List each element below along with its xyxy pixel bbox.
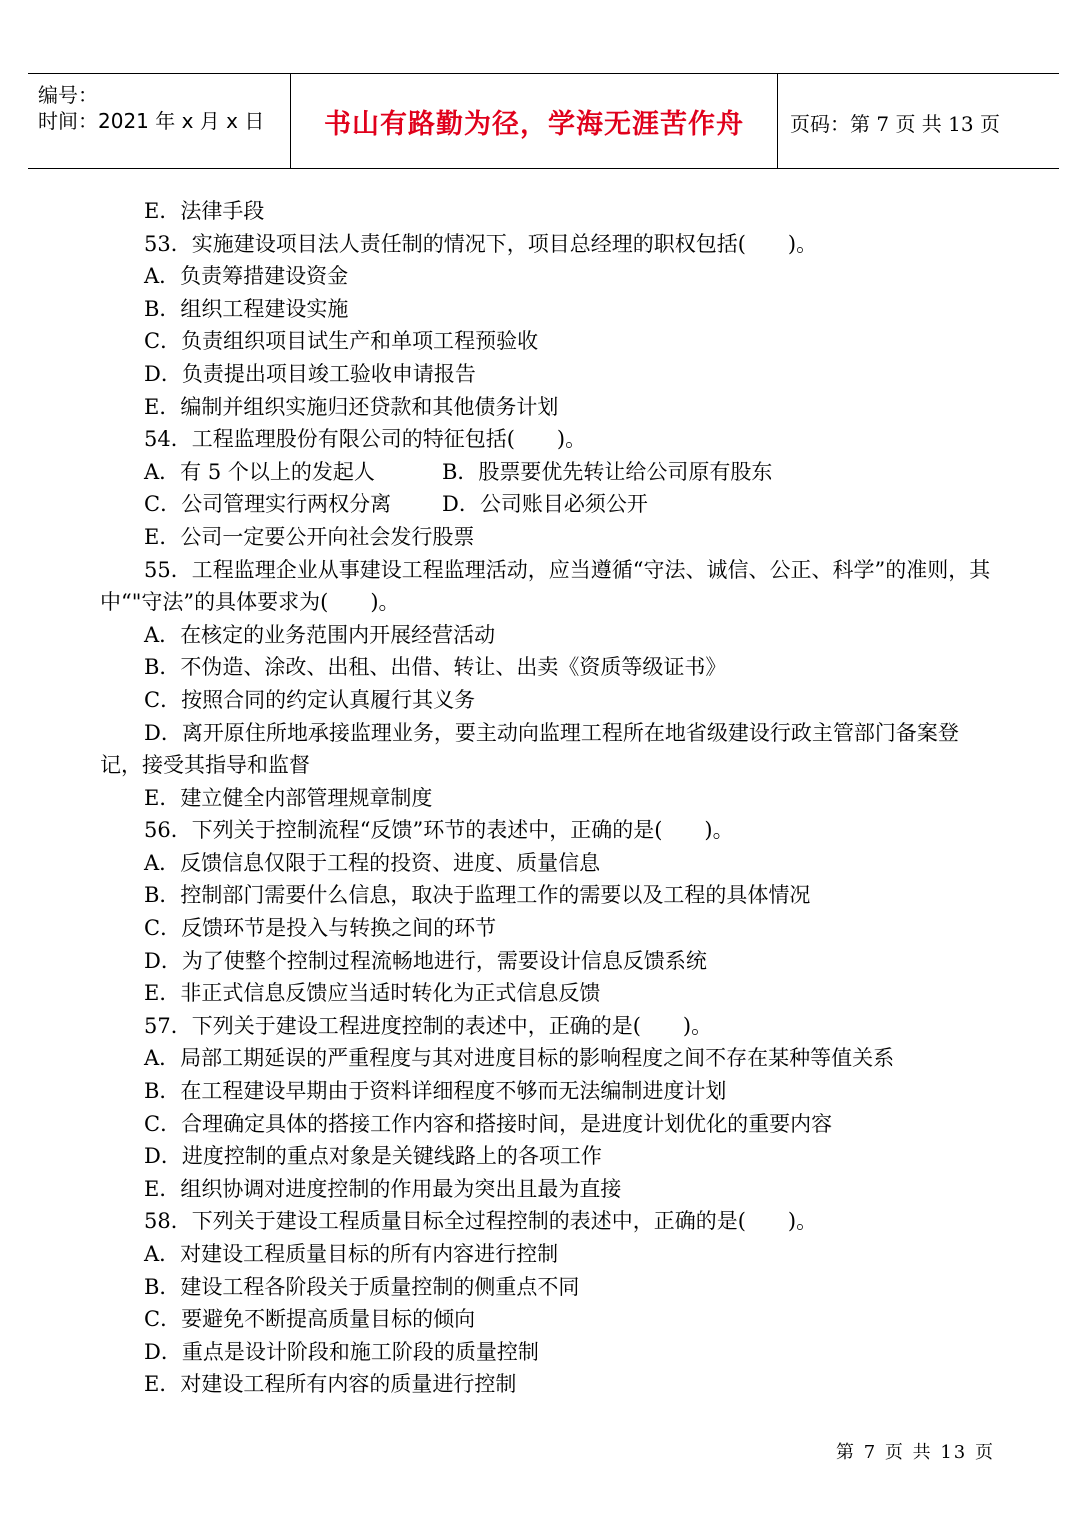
page-footer: 第 7 页 共 13 页 (836, 1442, 995, 1463)
option-row (100, 488, 995, 521)
question-56: 56．下列关于控制流程“反馈”环节的表述中，正确的是( )。 (144, 818, 734, 843)
option-line: E．建立健全内部管理规章制度 (144, 785, 433, 810)
question-55: 55．工程监理企业从事建设工程监理活动，应当遵循“守法、诚信、公正、科学”的准则，其中“"守法”的具体要求为( )。 (100, 557, 991, 615)
document-body (100, 195, 995, 1401)
option-line: C．负责组织项目试生产和单项工程预验收 (144, 329, 539, 354)
option-line: B．股票要优先转让给公司原有股东 (442, 459, 773, 484)
option-line: D．离开原住所地承接监理业务，要主动向监理工程所在地省级建设行政主管部门备案登记，接受其指导和监督 (100, 720, 959, 778)
option-row (100, 456, 995, 489)
option-line: C．按照合同的约定认真履行其义务 (144, 687, 476, 712)
header-page-info: 页码：第 7 页 共 13 页 (790, 112, 1000, 136)
option-line: C．反馈环节是投入与转换之间的环节 (144, 916, 497, 941)
option-line: D．为了使整个控制过程流畅地进行，需要设计信息反馈系统 (144, 948, 707, 973)
question-57: 57．下列关于建设工程进度控制的表述中，正确的是( )。 (144, 1013, 713, 1038)
option-line: E．法律手段 (144, 199, 265, 223)
option-line: B．不伪造、涂改、出租、出借、转让、出卖《资质等级证书》 (144, 655, 727, 680)
time-label: 时间：2021 年 x 月 x 日 (38, 109, 265, 133)
option-line: A．有 5 个以上的发起人 (144, 459, 375, 484)
question-58: 58．下列关于建设工程质量目标全过程控制的表述中，正确的是( )。 (144, 1209, 818, 1234)
header-meta-cell (28, 74, 291, 168)
option-line: D．重点是设计阶段和施工阶段的质量控制 (144, 1339, 539, 1364)
header-page-cell (778, 74, 1059, 168)
option-line: A．对建设工程质量目标的所有内容进行控制 (144, 1242, 559, 1266)
option-line: E．编制并组织实施归还贷款和其他债务计划 (144, 394, 559, 419)
number-label: 编号： (38, 83, 98, 107)
option-line: C．要避免不断提高质量目标的倾向 (144, 1307, 476, 1332)
option-line: C．合理确定具体的搭接工作内容和搭接时间，是进度计划优化的重要内容 (144, 1111, 833, 1136)
option-line: D．公司账目必须公开 (442, 492, 648, 517)
option-line: A．在核定的业务范围内开展经营活动 (144, 622, 496, 647)
option-line: E．组织协调对进度控制的作用最为突出且最为直接 (144, 1176, 622, 1201)
option-line: B．在工程建设早期由于资料详细程度不够而无法编制进度计划 (144, 1079, 727, 1104)
option-line: C．公司管理实行两权分离 (144, 492, 392, 517)
option-line: D．负责提出项目竣工验收申请报告 (144, 361, 476, 386)
option-line: E．对建设工程所有内容的质量进行控制 (144, 1372, 517, 1397)
option-line: B．建设工程各阶段关于质量控制的侧重点不同 (144, 1274, 580, 1299)
option-line: A．局部工期延误的严重程度与其对进度目标的影响程度之间不存在某种等值关系 (144, 1046, 895, 1071)
option-line: E．非正式信息反馈应当适时转化为正式信息反馈 (144, 981, 601, 1006)
page-header (28, 73, 1059, 169)
option-line: B．组织工程建设实施 (144, 296, 349, 321)
option-line: E．公司一定要公开向社会发行股票 (144, 524, 475, 549)
option-line: A．负责筹措建设资金 (144, 264, 349, 289)
question-54: 54．工程监理股份有限公司的特征包括( )。 (144, 427, 587, 452)
option-line: B．控制部门需要什么信息，取决于监理工作的需要以及工程的具体情况 (144, 883, 811, 908)
motto: 书山有路勤为径，学海无涯苦作舟 (324, 109, 744, 140)
option-line: D．进度控制的重点对象是关键线路上的各项工作 (144, 1144, 602, 1169)
question-53: 53．实施建设项目法人责任制的情况下，项目总经理的职权包括( )。 (144, 231, 818, 256)
option-line: A．反馈信息仅限于工程的投资、进度、质量信息 (144, 850, 601, 875)
header-motto-cell (291, 74, 778, 168)
